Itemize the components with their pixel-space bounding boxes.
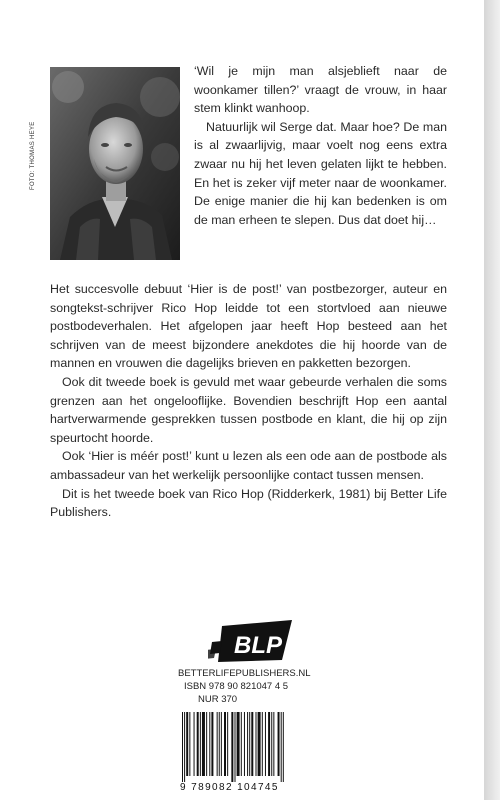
- barcode-bar: [244, 712, 245, 776]
- barcode-bar: [251, 712, 253, 776]
- barcode-bar: [241, 712, 242, 776]
- barcode-bar: [217, 712, 218, 776]
- barcode-bar: [281, 712, 282, 782]
- barcode-bar: [221, 712, 222, 776]
- barcode-bar: [237, 712, 240, 776]
- isbn-barcode: [180, 712, 320, 782]
- barcode-bar: [224, 712, 226, 776]
- barcode-bar: [258, 712, 261, 776]
- author-photo: [50, 67, 180, 260]
- intro-paragraph: Natuurlijk wil Serge dat. Maar hoe? De man is al zwaarlijvig, maar voelt nog eens extra zwaar nu hij het leven gelaten lijkt te hebben. En het is zeker vijf meter naar de woonkamer. De enige manier die hij kan bedenken is om de man erheen te slepen. Dus dat doet hij…: [194, 119, 447, 227]
- barcode-bar: [265, 712, 266, 776]
- publisher-logo-text: BLP: [234, 632, 282, 659]
- publisher-logo: [208, 620, 294, 662]
- barcode-bar: [273, 712, 274, 776]
- barcode-bar: [268, 712, 270, 776]
- barcode-bar: [219, 712, 220, 776]
- barcode-bar: [206, 712, 207, 776]
- barcode-bar: [247, 712, 248, 776]
- book-blurb: [50, 280, 447, 522]
- barcode-bar: [283, 712, 284, 782]
- intro-paragraph: ‘Wil je mijn man alsjeblieft naar de woonkamer tillen?’ vraagt de vrouw, in haar stem klinkt wanhoop.: [194, 64, 447, 116]
- barcode-bar: [182, 712, 183, 782]
- blurb-paragraph: Het succesvolle debuut ‘Hier is de post!’ van postbezorger, auteur en songtekst-schrijver Rico Hop leidde tot een stortvloed aan nieuwe postbodeverhalen. Het afgelopen jaar heeft Hop besteed aan het schrijven van de meest bijzondere anekdotes die hij hoorde van de mannen en vrouwen die dagelijks brieven en pakketten bezorgen.: [50, 282, 447, 371]
- isbn-number: ISBN 978 90 821047 4 5: [184, 681, 289, 692]
- publisher-website: BETTERLIFEPUBLISHERS.NL: [178, 668, 311, 679]
- barcode-bar: [184, 712, 185, 782]
- barcode-bar: [194, 712, 195, 776]
- blurb-paragraph: Dit is het tweede boek van Rico Hop (Ridderkerk, 1981) bij Better Life Publishers.: [50, 486, 447, 520]
- blurb-paragraph: Ook dit tweede boek is gevuld met waar gebeurde verhalen die soms grenzen aan het ongelooflijke. Bovendien beschrijft Hop een aantal hartverwarmende gesprekken tussen postbode en klant, die hij op zijn speurtocht hoorde.: [50, 374, 447, 445]
- blurb-paragraph: Ook ‘Hier is méér post!’ kunt u lezen als een ode aan de postbode als ambassadeur van het werkelijk persoonlijke contact tussen mensen.: [50, 449, 447, 482]
- barcode-bar: [197, 712, 199, 776]
- intro-excerpt: [194, 62, 447, 229]
- barcode-bar: [235, 712, 236, 782]
- barcode-bars: [180, 712, 320, 782]
- barcode-bar: [262, 712, 263, 776]
- barcode-bar: [256, 712, 257, 776]
- barcode-bar: [202, 712, 205, 776]
- page-edge: [484, 0, 500, 800]
- barcode-bar: [186, 712, 188, 776]
- barcode-digits: 9 789082 104745: [180, 782, 279, 793]
- barcode-bar: [189, 712, 190, 776]
- barcode-bar: [211, 712, 213, 776]
- barcode-bar: [227, 712, 228, 776]
- publisher-info: [178, 667, 358, 706]
- photo-credit: FOTO: THOMAS HEYE: [30, 121, 36, 190]
- barcode-bar: [278, 712, 280, 776]
- barcode-bar: [209, 712, 210, 776]
- barcode-bar: [200, 712, 201, 776]
- barcode-bar: [249, 712, 250, 776]
- barcode-bar: [271, 712, 272, 776]
- nur-code: NUR 370: [198, 694, 238, 705]
- author-portrait-image: [50, 67, 180, 260]
- barcode-bar: [231, 712, 233, 782]
